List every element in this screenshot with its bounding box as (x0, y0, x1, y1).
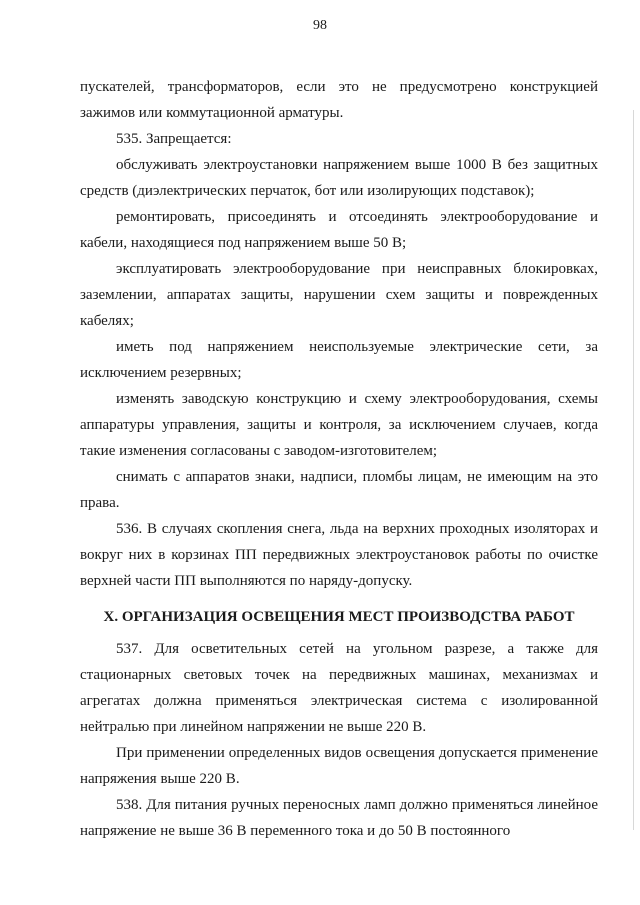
paragraph-535-item-2: ремонтировать, присоединять и отсоединять электрооборудование и кабели, находящиеся под напряжением выше 50 В; (80, 209, 598, 251)
paragraph-535-item-4: иметь под напряжением неиспользуемые электрические сети, за исключением резервных; (80, 339, 598, 381)
paragraph-536: 536. В случаях скопления снега, льда на верхних проходных изоляторах и вокруг них в корзинах ПП передвижных электроустановок работы по очистке верхней части ПП выполняются по наряду-допуску. (80, 521, 598, 589)
paragraph-continuation: пускателей, трансформаторов, если это не предусмотрено конструкцией зажимов или коммутационной арматуры. (80, 79, 598, 121)
section-heading: X. ОРГАНИЗАЦИЯ ОСВЕЩЕНИЯ МЕСТ ПРОИЗВОДСТВА РАБОТ (103, 609, 575, 625)
page-number: 98 (313, 18, 327, 33)
document-body (80, 74, 598, 844)
paragraph-535-heading: 535. Запрещается: (116, 131, 232, 147)
paragraph-537: 537. Для осветительных сетей на угольном разрезе, а также для стационарных световых точек на передвижных машинах, механизмах и агрегатах должна применяться электрическая система с изолированной нейтралью при линейном напряжении не выше 220 В. (80, 641, 598, 735)
scan-edge-line (633, 110, 634, 830)
paragraph-535-item-1: обслуживать электроустановки напряжением выше 1000 В без защитных средств (диэлектрических перчаток, бот или изолирующих подставок); (80, 157, 598, 199)
paragraph-538: 538. Для питания ручных переносных ламп должно применяться линейное напряжение не выше 36 В переменного тока и до 50 В постоянного (80, 797, 598, 839)
paragraph-535-item-3: эксплуатировать электрооборудование при неисправных блокировках, заземлении, аппаратах защиты, нарушении схем защиты и поврежденных кабелях; (80, 261, 598, 329)
paragraph-535-item-5: изменять заводскую конструкцию и схему электрооборудования, схемы аппаратуры управления, защиты и контроля, за исключением случаев, когда такие изменения согласованы с заводом-изготовителем; (80, 391, 598, 459)
paragraph-537-note: При применении определенных видов освещения допускается применение напряжения выше 220 В. (80, 745, 598, 787)
paragraph-535-item-6: снимать с аппаратов знаки, надписи, пломбы лицам, не имеющим на это права. (80, 469, 598, 511)
